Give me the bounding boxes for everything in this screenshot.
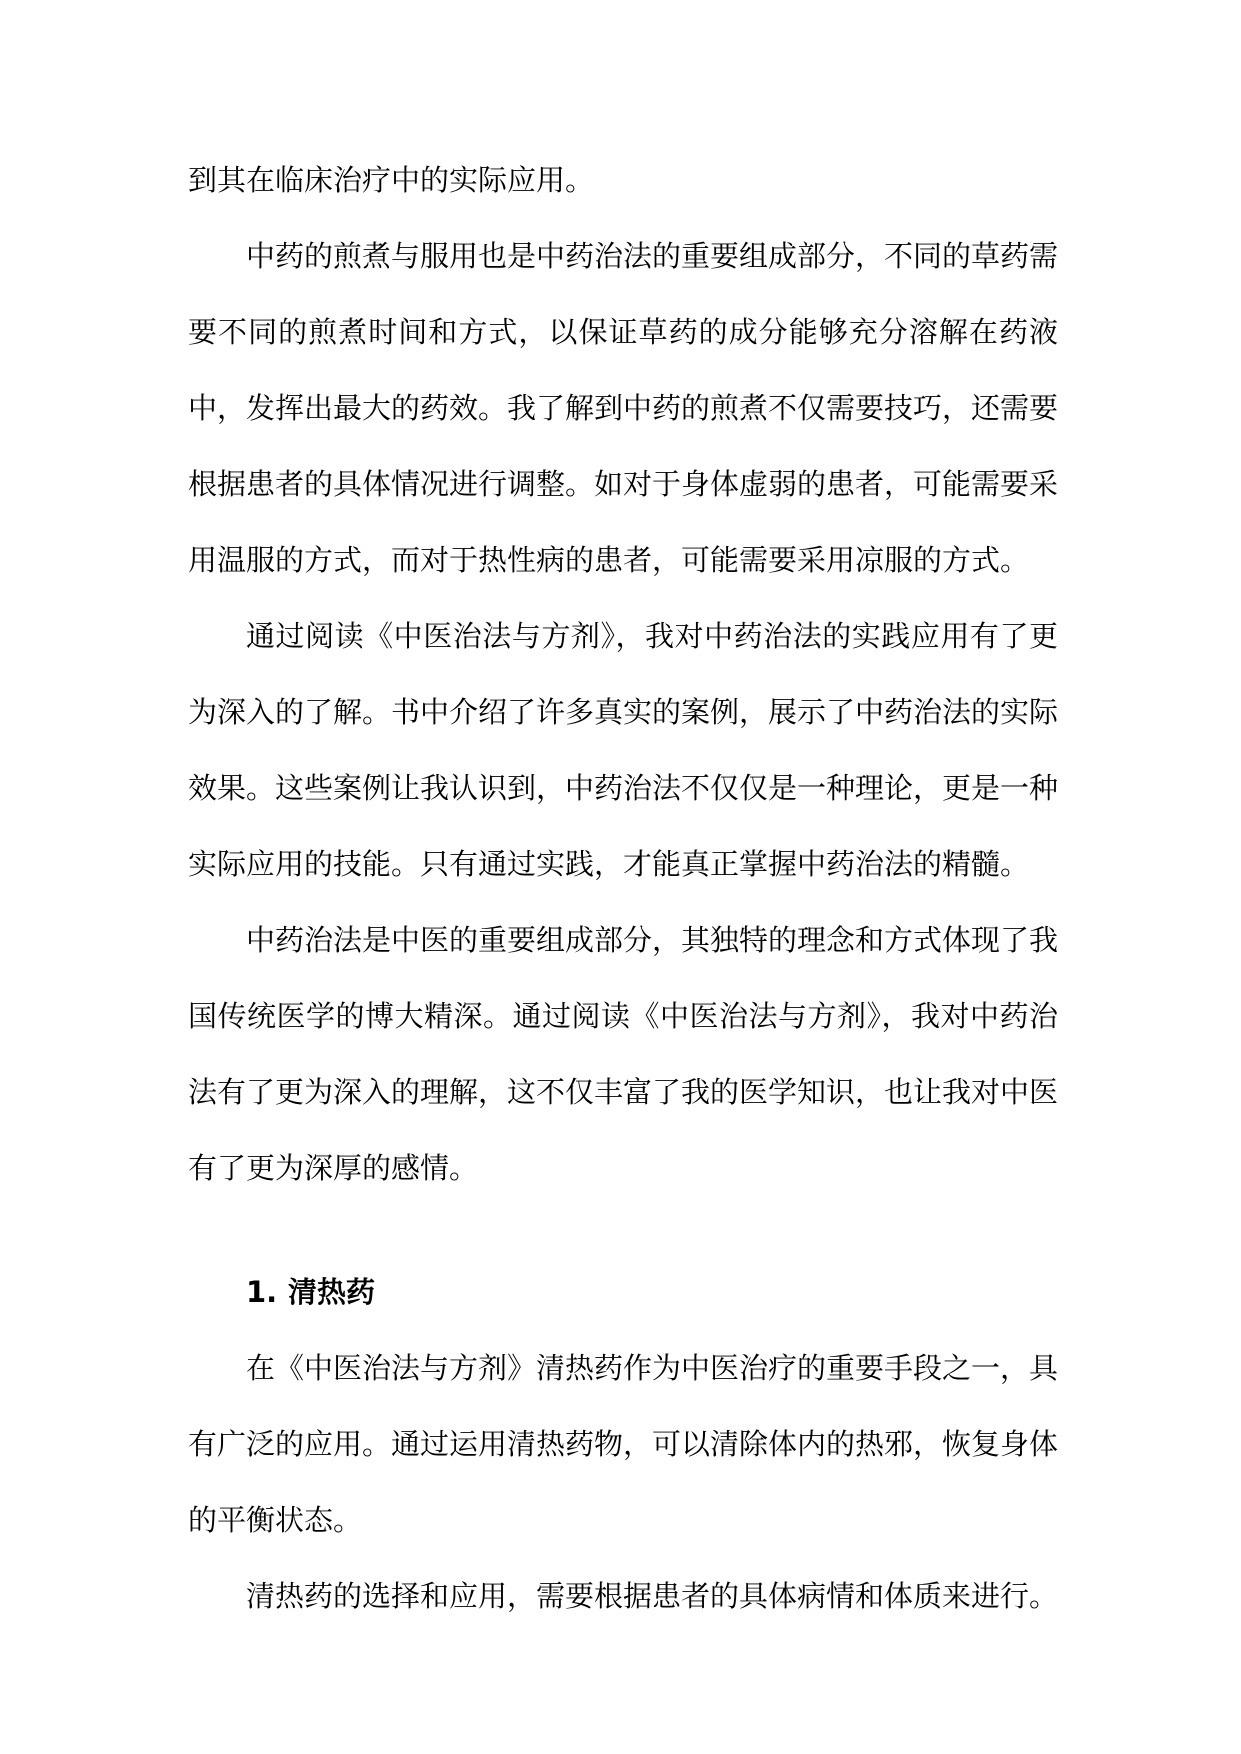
paragraph-heat-clearing-intro: 在《中医治法与方剂》清热药作为中医治疗的重要手段之一，具有广泛的应用。通过运用清热药物，可以清除体内的热邪，恢复身体的平衡状态。 [188,1351,1059,1537]
paragraph-heat-clearing-selection: 清热药的选择和应用，需要根据患者的具体病情和体质来进行。 [246,1579,1059,1613]
section-heading [188,1254,1058,1330]
section-number: 1. [246,1275,278,1309]
paragraph-practice: 通过阅读《中医治法与方剂》，我对中药治法的实践应用有了更为深入的了解。书中介绍了许多真实的案例，展示了中药治法的实际效果。这些案例让我认识到，中药治法不仅仅是一种理论，更是一种实际应用的技能。只有通过实践，才能真正掌握中药治法的精髓。 [188,619,1059,881]
paragraph-summary: 中药治法是中医的重要组成部分，其独特的理念和方式体现了我国传统医学的博大精深。通过阅读《中医治法与方剂》，我对中药治法有了更为深入的理解，这不仅丰富了我的医学知识，也让我对中医有了更为深厚的感情。 [188,923,1059,1185]
paragraph-continuation: 到其在临床治疗中的实际应用。 [188,163,595,197]
section-title: 清热药 [288,1275,376,1309]
paragraph-decoction: 中药的煎煮与服用也是中药治法的重要组成部分，不同的草药需要不同的煎煮时间和方式，以保证草药的成分能够充分溶解在药液中，发挥出最大的药效。我了解到中药的煎煮不仅需要技巧，还需要根据患者的具体情况进行调整。如对于身体虚弱的患者，可能需要采用温服的方式，而对于热性病的患者，可能需要采用凉服的方式。 [188,239,1059,577]
document-body [188,142,1058,1634]
